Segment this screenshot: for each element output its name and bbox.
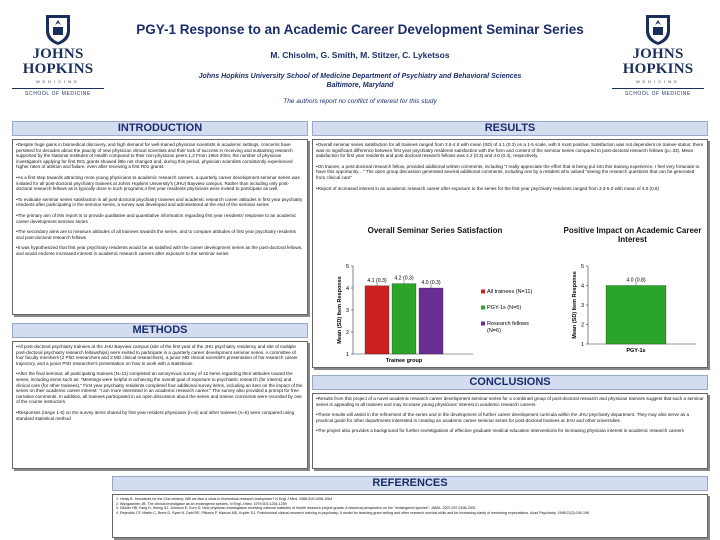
results-paragraph: •On trainee, a post-doctoral research fellow, provided additional written comments, including "I really appreciate the effort that is being put into this training experience. I feel very fortunate to have this opportunity…" The open group discussion generated several additional comments, including one by a resident who valued "seeing the research questions that can be generated from clinical care": [316, 163, 700, 180]
career-interest-chart: [560, 226, 705, 366]
methods-paragraph: •After the final seminar, all participating trainees (N=11) completed an anonymous survey of 12 items regarding their attitudes toward the series, including items such as: "Meetings were helpful in achieving the overall goal of exposure to psychiatric research (for interns) and clinical care (for other trainees)." First year psychiatry residents completed four additional survey items, including an item on the impact of the series on their academic career interest: "I am more interested in an academic research career." The survey also provided a prompt for free narrative comments. In addition, all trainees participated in an open discussion about the series and trainee comments were recorded by one of the course instructors: [16, 371, 303, 405]
intro-paragraph: •Despite huge gains in biomedical discovery, and high demand for well-trained physician scientists in academic settings, concerns have persisted for decades about the paucity of new physician clinical scientists and their lack of success in receiving and sustaining research supported by the National Institutes of Health compared to their non-physician peers.1,2 From 1964-2004, the number of physician investigators applying for first R01 grants showed little net change3 and, during this period, physician scientists consistently experienced higher rates of attrition and failure, even after receiving a first R01 grant4: [16, 142, 293, 170]
data-label: 4.1 (0.3): [367, 277, 387, 284]
conclusions-box: [312, 393, 708, 469]
reference-item: 4. Reynolds CF, Martin C, Brent D, Ryan N, Dahl RE, Pilkonis P, Marcus MD, Kupfer DJ. Postdoctoral clinical-research training in psychiatry: A model for teaching grant writing and other research survival skills and for increasing clarity of mentoring expectations. Acad Psychiatry. 1998;22(3):190-196: [116, 510, 590, 515]
references-heading: REFERENCES: [112, 476, 708, 491]
logo-school: SCHOOL OF MEDICINE: [612, 88, 704, 97]
results-heading: RESULTS: [312, 121, 708, 136]
satisfaction-chart: [315, 226, 555, 366]
introduction-heading: INTRODUCTION: [12, 121, 308, 136]
y-tick-label: 1: [345, 352, 349, 358]
y-tick-label: 2: [345, 330, 349, 336]
poster-title: PGY-1 Response to an Academic Career Development Seminar Series: [136, 22, 584, 37]
y-tick-label: 4: [345, 286, 349, 292]
legend-label: Research fellows: [487, 321, 529, 327]
logo-medicine: MEDICINE: [636, 79, 680, 84]
y-tick-label: 5: [580, 264, 584, 270]
conclusions-paragraph: •These results will assist in the refinement of the series and in the development of further career development curricula within the JHU psychiatry department. They may also serve as a practical guide for other departments interested in creating an academic career seminar series for post-doctoral trainees at JHU and other universities: [316, 412, 690, 423]
y-tick-label: 5: [345, 264, 349, 270]
jhm-logo-left: [12, 14, 104, 97]
reference-item: 3. Dickler HB, Fang D, Heinig SJ, Johnson E, Korn D. New physician-investigators receiving national institutes of health research project grants: A historical perspective on the "endangered species". JAMA. 2007;297:2496-2501: [116, 506, 476, 511]
legend-swatch-3: [481, 322, 485, 326]
legend-label-cont: (N=6): [487, 328, 501, 334]
bar-1: [365, 286, 389, 354]
jhm-logo-right: [612, 14, 704, 97]
y-tick-label: 3: [345, 308, 349, 314]
logo-medicine: MEDICINE: [36, 79, 80, 84]
y-tick-label: 4: [580, 283, 584, 290]
data-label: 4.2 (0.3): [394, 275, 414, 282]
data-label: 4.0 (0.8): [626, 277, 646, 284]
affiliation-location: Baltimore, Maryland: [326, 82, 394, 89]
methods-paragraph: •All post-doctoral psychiatry trainees at the JHU Bayview campus (site of the first year of the JHU psychiatry residency and site of multiple post-doctoral psychiatry research fellowships) were invited to participate in a quarterly career development seminar series. A committee of four faculty members (2 PhD researchers and 2 MD clinical researchers), a junior MD clinical scientist's presentation of his research career trajectory, and a junior PhD researcher's presentation on how to work with a statistician: [16, 344, 298, 366]
y-tick-label: 2: [580, 322, 584, 329]
conflict-statement: The authors report no conflict of interest for this study: [283, 98, 437, 105]
results-paragraph: •Report of increased interest in an academic research career after exposure to the series for the first year psychiatry residents ranged from 3.3-5.0 with mean of 4.0 (0.8): [316, 185, 659, 191]
bar-2: [392, 284, 416, 354]
intro-paragraph: •As a first step towards attracting more young physicians to academic research careers, a quarterly career development seminar series was initiated for all post-doctoral psychiatry trainees at Johns Hopkins University's (JHU) Bayview campus. Rather than including only post-doctoral research fellows as is typically done in such programs,4 first year residents physicians were invited to participate as well.: [16, 174, 300, 192]
poster-authors: M. Chisolm, G. Smith, M. Stitzer, C. Lyketsos: [270, 50, 450, 60]
intro-paragraph: •It was hypothesized that first year psychiatry residents would be as satisfied with the career development series as the post-doctoral fellows, and would endorse increased interest in academic research careers after exposure to the seminar series: [16, 245, 303, 256]
methods-box: [12, 341, 308, 469]
legend-label: PGY-1s (N=5): [487, 305, 522, 311]
results-text: [316, 142, 704, 228]
references-box: [112, 494, 708, 538]
conclusions-paragraph: •The project also provides a background for further investigations of effective graduate medical education interventions for increasing physician interest in academic research careers: [316, 428, 684, 434]
logo-name: JOHNS HOPKINS: [22, 46, 94, 77]
legend-swatch-2: [481, 306, 485, 310]
reference-item: 2. Wyngaarden JB. The clinical investigator as an endangered species. N Engl J Med. 1979;301:1254-1259: [116, 501, 287, 506]
shield-icon: [645, 14, 671, 46]
methods-heading: METHODS: [12, 323, 308, 338]
introduction-box: [12, 139, 308, 315]
legend-swatch-1: [481, 290, 485, 294]
conclusions-heading: CONCLUSIONS: [312, 375, 708, 390]
chart-title: Overall Seminar Series Satisfaction: [367, 226, 503, 235]
shield-icon: [45, 14, 71, 46]
poster-affiliation: [110, 72, 610, 90]
satisfaction-chart-svg: [315, 236, 555, 366]
data-label: 4.0 (0.3): [421, 280, 441, 286]
methods-paragraph: •Responses (range 1-5) on the survey items shared by first year resident physicians (n=5) and other trainees (n=6) were compared using standard statistical method: [16, 409, 295, 421]
x-axis-label: PGY-1s: [626, 348, 646, 354]
affiliation-line: Johns Hopkins University School of Medicine Department of Psychiatry and Behavioral Sciences: [198, 73, 522, 80]
conclusions-paragraph: •Results from this project of a novel academic research career development seminar series for a combined group of post-doctoral research and physician trainees suggest that such a seminar series is appealing to all trainees and may increase young physicians' interest in academic research careers: [316, 396, 704, 407]
intro-paragraph: •The primary aim of this report is to provide qualitative and quantitative information regarding first year residents' response to an academic career development seminar series: [16, 212, 297, 224]
intro-paragraph: •To evaluate seminar series satisfaction in all post-doctoral psychiatry trainees and academic research career attitudes in first year psychiatry residents after participating in the seminar series, a survey was developed and administered at the end of the seminar series: [16, 196, 303, 208]
career-interest-chart-svg: [560, 246, 705, 366]
bar-1: [606, 286, 666, 345]
reference-item: 1. Healy B. Innovators for the 21st century: Will we face a crisis in biomedical-research brainpower? N Engl J Med. 1988;319:1058-1064: [116, 497, 333, 501]
y-tick-label: 1: [580, 342, 584, 348]
y-tick-label: 3: [580, 303, 584, 309]
poster-header: [110, 0, 610, 105]
results-paragraph: •Overall seminar series satisfaction for all trainees ranged from 3.6-4.6 with mean (SD) of 4.1 (0.3) on a 1-5 scale, with 5 most positive. Satisfaction was not dependent on trainee status: there was no significant difference between first year psychiatry residents satisfaction with the form and content of the seminar series compared to post-doctoral research fellows (p=.33). Mean satisfaction for first year residents and post doctoral research fellows was 4.2 (0.3) and 4.0 (0.3), respectively.: [316, 142, 704, 159]
x-axis-label: Trainee group: [385, 358, 423, 364]
intro-paragraph: •The secondary aims are to measure attitudes of all trainees towards the series, and to compare attitudes of first year psychiatry residents and post-doctoral research fellows: [16, 229, 296, 240]
y-axis-label: Mean (SD) Item Response: [337, 276, 343, 344]
logo-school: SCHOOL OF MEDICINE: [12, 88, 104, 97]
chart-title: Positive Impact on Academic Career Interest: [563, 226, 702, 244]
y-axis-label: Mean (SD) Item Response: [572, 271, 578, 339]
legend-label: All trainees (N=11): [487, 289, 533, 295]
logo-name: JOHNS HOPKINS: [622, 46, 694, 77]
bar-3: [419, 288, 443, 354]
